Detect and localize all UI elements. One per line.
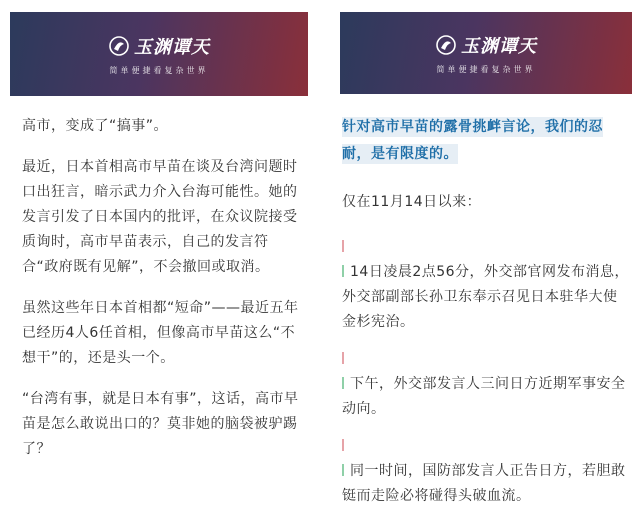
left-column [0, 0, 318, 462]
intro-line: 仅在11月14日以来： [342, 194, 482, 210]
paragraph: 虽然这些年日本首相都“短命”——最近五年已经历4人6任首相，但像高市早苗这么“不想干”的，还是头一个。 [22, 300, 299, 366]
list-bar-icon [342, 435, 348, 447]
brand-banner [10, 12, 308, 96]
paragraph: 高市，变成了“搞事”。 [22, 118, 169, 134]
brand-logo-icon [435, 34, 457, 56]
paragraph: 最近，日本首相高市早苗在谈及台湾问题时口出狂言，暗示武力介入台海可能性。她的发言引发了日本国内的批评，在众议院接受质询时，高市早苗表示，自己的发言符合“政府既有见解”，不会撤回或取消。 [22, 159, 298, 275]
brand-logo [435, 32, 537, 58]
paragraph: “台湾有事，就是日本有事”，这话，高市早苗是怎么敢说出口的？莫非她的脑袋被驴踢了？ [22, 391, 299, 457]
brand-logo [108, 33, 210, 59]
list-item: 14日凌晨2点56分，外交部官网发布消息，外交部副部长孙卫东奉示召见日本驻华大使金杉宪治。 [342, 235, 630, 335]
brand-name: 玉渊谭天 [134, 36, 210, 58]
right-column [322, 0, 640, 509]
list-item: 同一时间，国防部发言人正告日方，若胆敢铤而走险必将碰得头破血流。 [342, 434, 630, 509]
brand-logo-icon [108, 35, 130, 57]
brand-slogan: 简单便捷看复杂世界 [109, 65, 209, 75]
brand-slogan: 简单便捷看复杂世界 [436, 64, 536, 74]
highlight-quote: 针对高市早苗的露骨挑衅言论，我们的忍耐，是有限度的。 [342, 119, 603, 162]
list-bar-icon [342, 236, 348, 248]
list-bar-icon [342, 348, 348, 360]
brand-banner [340, 12, 632, 94]
list-item: 下午，外交部发言人三问日方近期军事安全动向。 [342, 347, 630, 422]
brand-name: 玉渊谭天 [461, 35, 537, 57]
